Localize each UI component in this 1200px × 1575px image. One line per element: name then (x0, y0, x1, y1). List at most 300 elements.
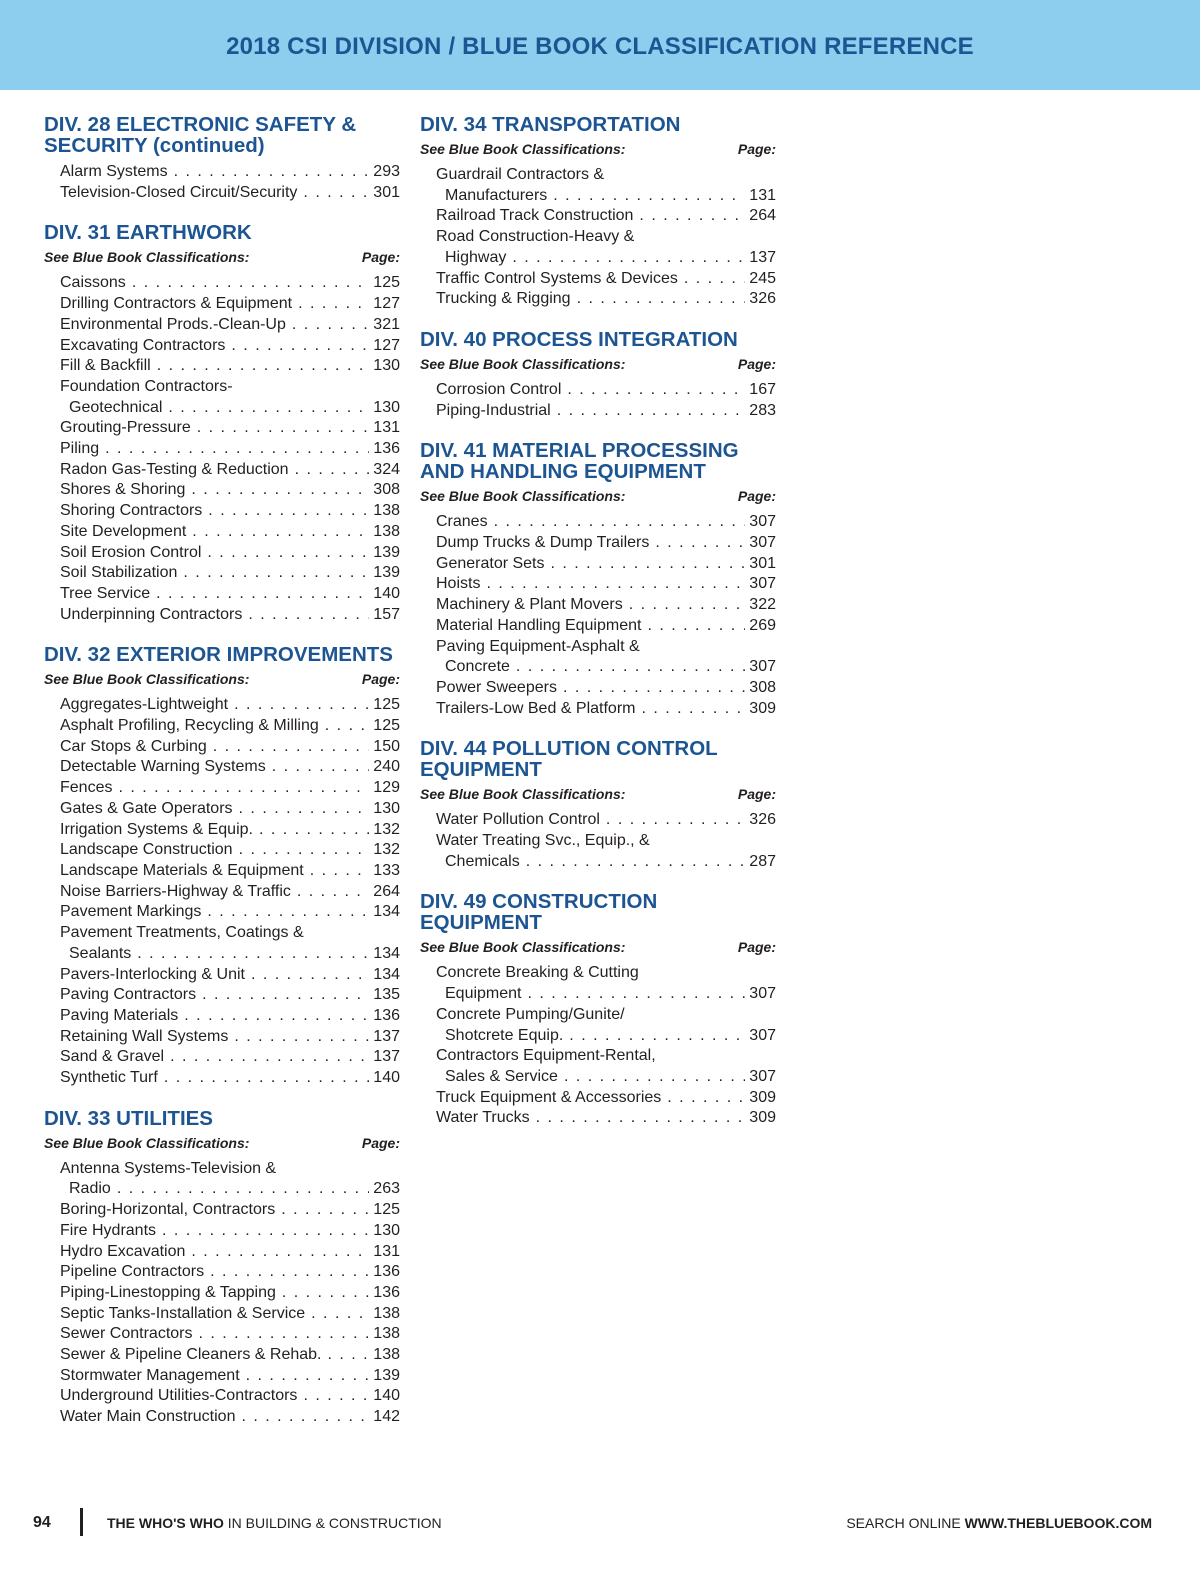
classification-line (60, 1283, 400, 1304)
page-reference: 301 (373, 183, 400, 201)
classification-line (60, 1027, 400, 1048)
division-section (420, 329, 776, 421)
classification-line (436, 269, 776, 290)
page-title: 2018 CSI DIVISION / BLUE BOOK CLASSIFICATION REFERENCE (226, 33, 974, 60)
classification-name: Material Handling Equipment (436, 616, 642, 634)
dot-leader (486, 574, 745, 595)
classification-name: Boring-Horizontal, Contractors (60, 1201, 276, 1219)
classification-line (60, 460, 400, 481)
classification-entry[interactable] (420, 963, 776, 1004)
classification-name: Hydro Excavation (60, 1242, 186, 1260)
classification-name: Concrete Breaking & Cutting (436, 964, 639, 982)
classification-line (436, 574, 776, 595)
classifications-label: See Blue Book Classifications: (420, 939, 626, 956)
classification-line (60, 985, 400, 1006)
dot-leader (655, 533, 745, 554)
classification-entry[interactable] (420, 678, 776, 699)
classification-entry[interactable] (44, 1386, 400, 1407)
classification-entry[interactable] (44, 861, 400, 882)
classification-line (436, 512, 776, 533)
page-reference: 321 (373, 315, 400, 333)
dot-leader (303, 1386, 369, 1407)
dot-leader (239, 799, 370, 820)
dot-leader (272, 757, 370, 778)
classification-entry[interactable] (44, 1006, 400, 1027)
classification-line (60, 1047, 400, 1068)
classification-entry[interactable] (420, 1005, 776, 1046)
page-reference: 167 (749, 380, 776, 398)
classification-entry[interactable] (420, 380, 776, 401)
classification-entry[interactable] (44, 1047, 400, 1068)
page-reference: 326 (749, 290, 776, 308)
page-reference: 307 (749, 985, 776, 1003)
page-reference: 269 (749, 616, 776, 634)
page-reference: 264 (749, 207, 776, 225)
classification-line (60, 1068, 400, 1089)
classification-entry[interactable] (44, 965, 400, 986)
classification-entry[interactable] (420, 1108, 776, 1129)
dot-leader (551, 554, 746, 575)
classification-entry[interactable] (420, 616, 776, 637)
classification-name: Machinery & Plant Movers (436, 596, 623, 614)
division-section (420, 738, 776, 872)
classification-entry[interactable] (44, 543, 400, 564)
dot-leader (641, 699, 745, 720)
classification-name: Contractors Equipment-Rental, (436, 1047, 656, 1065)
classification-line (436, 1067, 776, 1088)
classification-name: Tree Service (60, 584, 151, 602)
dot-leader (191, 1242, 369, 1263)
dot-leader (526, 852, 746, 873)
classification-line (436, 186, 776, 207)
classification-entry[interactable] (44, 902, 400, 923)
classification-entry[interactable] (420, 595, 776, 616)
classification-name: Concrete Pumping/Gunite/ (436, 1005, 625, 1023)
page-reference: 307 (749, 1026, 776, 1044)
dot-leader (202, 985, 369, 1006)
classification-entry[interactable] (420, 401, 776, 422)
classification-name: Sewer & Pipeline Cleaners & Rehab. (60, 1346, 322, 1364)
page-reference: 138 (373, 522, 400, 540)
page-reference: 132 (373, 820, 400, 838)
classification-name: Sand & Gravel (60, 1048, 165, 1066)
publication-name-bold: THE WHO'S WHO (107, 1515, 224, 1531)
classification-name: Piping-Industrial (436, 401, 551, 419)
dot-leader (157, 356, 370, 377)
classification-line (60, 522, 400, 543)
classification-name: Underground Utilities-Contractors (60, 1387, 298, 1405)
classification-name: Water Treating Svc., Equip., & (436, 832, 650, 850)
page-reference: 136 (373, 1263, 400, 1281)
classification-name: Paving Equipment-Asphalt & (436, 637, 640, 655)
page-reference: 139 (373, 1366, 400, 1384)
dot-leader (553, 186, 745, 207)
classification-line (60, 418, 400, 439)
classification-entry[interactable] (44, 716, 400, 737)
page-reference: 140 (373, 584, 400, 602)
page-column-label: Page: (737, 355, 776, 372)
dot-leader (197, 418, 370, 439)
classification-entry[interactable] (44, 563, 400, 584)
classification-entry[interactable] (420, 574, 776, 595)
classification-entry[interactable] (44, 356, 400, 377)
classification-name: Power Sweepers (436, 678, 557, 696)
classification-line (60, 695, 400, 716)
classification-entry[interactable] (420, 554, 776, 575)
classification-name: Irrigation Systems & Equip. (60, 820, 253, 838)
classification-entry[interactable] (420, 831, 776, 872)
classifications-label: See Blue Book Classifications: (44, 1134, 250, 1151)
dot-leader (667, 1088, 745, 1109)
page-reference: 137 (749, 248, 776, 266)
page-reference: 307 (749, 513, 776, 531)
classification-entry[interactable] (44, 377, 400, 418)
classification-line (60, 861, 400, 882)
classification-name: Piping-Linestopping & Tapping (60, 1283, 276, 1301)
classification-line (60, 1200, 400, 1221)
classification-line (60, 757, 400, 778)
division-section (44, 644, 400, 1088)
page-reference: 240 (373, 758, 400, 776)
dot-leader (207, 902, 369, 923)
classification-line (60, 965, 400, 986)
classification-entry[interactable] (44, 757, 400, 778)
classification-name: Trucking & Rigging (436, 290, 571, 308)
classification-line (60, 1324, 400, 1345)
classification-entry[interactable] (44, 1304, 400, 1325)
classification-line (436, 380, 776, 401)
classification-line (436, 1108, 776, 1129)
footer-divider (80, 1508, 83, 1536)
classification-entry[interactable] (44, 1159, 400, 1200)
classification-name: Hoists (436, 575, 481, 593)
classification-entry[interactable] (44, 1283, 400, 1304)
classifications-header (420, 141, 776, 158)
classifications-label: See Blue Book Classifications: (420, 355, 626, 372)
page-reference: 131 (373, 419, 400, 437)
dot-leader (184, 1006, 369, 1027)
classification-entry[interactable] (44, 522, 400, 543)
classification-line (436, 699, 776, 720)
dot-leader (162, 1221, 369, 1242)
classification-entry[interactable] (420, 810, 776, 831)
classification-entry[interactable] (44, 605, 400, 626)
classification-line (60, 439, 400, 460)
classification-entry[interactable] (44, 985, 400, 1006)
dot-leader (246, 1366, 370, 1387)
dot-leader (292, 315, 369, 336)
classification-name: Excavating Contractors (60, 336, 226, 354)
dot-leader (259, 820, 369, 841)
classification-line (60, 336, 400, 357)
classification-name: Pavement Markings (60, 903, 202, 921)
division-title: DIV. 28 ELECTRONIC SAFETY & SECURITY (continued) (44, 113, 357, 157)
classification-name-continued: Chemicals (445, 852, 520, 870)
classification-name: Piling (60, 440, 100, 458)
dot-leader (297, 882, 369, 903)
page-column-label: Page: (361, 1134, 400, 1151)
dot-leader (192, 522, 369, 543)
classification-line (60, 882, 400, 903)
dot-leader (327, 1345, 369, 1366)
classification-entry[interactable] (44, 1242, 400, 1263)
dot-leader (295, 460, 370, 481)
dot-leader (569, 1026, 745, 1047)
publication-name (107, 1515, 442, 1531)
classification-name: Water Main Construction (60, 1408, 236, 1426)
classification-entry[interactable] (44, 840, 400, 861)
division-title: DIV. 32 EXTERIOR IMPROVEMENTS (44, 643, 393, 667)
classification-name: Fences (60, 779, 113, 797)
dot-leader (557, 401, 746, 422)
page-column-label: Page: (737, 488, 776, 505)
classification-entry[interactable] (44, 1324, 400, 1345)
page-reference: 263 (373, 1180, 400, 1198)
classification-line (60, 944, 400, 965)
page-reference: 137 (373, 1027, 400, 1045)
classification-entry[interactable] (420, 699, 776, 720)
classification-name: Radon Gas-Testing & Reduction (60, 460, 289, 478)
classification-line (60, 1221, 400, 1242)
classification-name: Shoring Contractors (60, 502, 203, 520)
classification-entry[interactable] (420, 533, 776, 554)
classification-entry[interactable] (44, 183, 400, 204)
classifications-header (44, 249, 400, 266)
classification-entry[interactable] (44, 1262, 400, 1283)
classification-entry[interactable] (44, 1027, 400, 1048)
division-title: DIV. 49 CONSTRUCTION EQUIPMENT (420, 890, 658, 935)
classification-entry[interactable] (420, 1088, 776, 1109)
page-reference: 133 (373, 861, 400, 879)
classification-name: Paving Materials (60, 1006, 179, 1024)
page-reference: 139 (373, 543, 400, 561)
classifications-label: See Blue Book Classifications: (44, 249, 250, 266)
page-reference: 157 (373, 605, 400, 623)
dot-leader (528, 984, 746, 1005)
dot-leader (325, 716, 370, 737)
page-reference: 129 (373, 779, 400, 797)
dot-leader (310, 861, 370, 882)
classification-name: Fill & Backfill (60, 357, 151, 375)
page-reference: 287 (749, 852, 776, 870)
classification-name: Water Trucks (436, 1109, 530, 1127)
classifications-label: See Blue Book Classifications: (44, 671, 250, 688)
page-reference: 309 (749, 1088, 776, 1106)
classification-entry[interactable] (420, 165, 776, 206)
classification-entry[interactable] (420, 227, 776, 268)
classification-name: Generator Sets (436, 554, 545, 572)
classification-entry[interactable] (44, 695, 400, 716)
classification-name: Traffic Control Systems & Devices (436, 269, 678, 287)
division-title: DIV. 44 POLLUTION CONTROL EQUIPMENT (420, 737, 718, 782)
classification-entry[interactable] (420, 289, 776, 310)
classification-entry[interactable] (44, 923, 400, 964)
classification-line (60, 1262, 400, 1283)
dot-leader (213, 737, 370, 758)
dot-leader (183, 563, 369, 584)
classification-entry[interactable] (44, 1221, 400, 1242)
classification-entry[interactable] (420, 206, 776, 227)
page-reference: 307 (749, 1067, 776, 1085)
classification-name: Corrosion Control (436, 380, 562, 398)
classification-entry[interactable] (44, 162, 400, 183)
classification-entry[interactable] (44, 294, 400, 315)
classification-name: Dump Trucks & Dump Trailers (436, 534, 650, 552)
classification-line (436, 554, 776, 575)
dot-leader (281, 1200, 369, 1221)
classification-name: Underpinning Contractors (60, 605, 243, 623)
page-reference: 134 (373, 965, 400, 983)
page-reference: 134 (373, 903, 400, 921)
dot-leader (647, 616, 745, 637)
page-reference: 130 (373, 357, 400, 375)
division-section (420, 114, 776, 310)
classification-name-continued: Manufacturers (445, 186, 548, 204)
classification-name-continued: Highway (445, 248, 507, 266)
classification-line (436, 595, 776, 616)
page-number: 94 (33, 1514, 51, 1531)
classification-name: Guardrail Contractors & (436, 166, 605, 183)
classification-entry[interactable] (44, 439, 400, 460)
classification-line (436, 678, 776, 699)
dot-leader (234, 1027, 369, 1048)
classification-entry[interactable] (44, 882, 400, 903)
classification-line (60, 356, 400, 377)
classification-name: Car Stops & Curbing (60, 737, 207, 755)
page-reference: 139 (373, 564, 400, 582)
classification-name: Road Construction-Heavy & (436, 228, 635, 246)
page-reference: 130 (373, 398, 400, 416)
classification-entry[interactable] (44, 1200, 400, 1221)
classification-entry[interactable] (44, 460, 400, 481)
classification-name: Detectable Warning Systems (60, 758, 266, 776)
dot-leader (251, 965, 369, 986)
dot-leader (512, 248, 745, 269)
division-section (44, 222, 400, 625)
right-column (420, 114, 776, 1148)
division-title: DIV. 31 EARTHWORK (44, 221, 252, 245)
classification-line (60, 1304, 400, 1325)
classification-entry[interactable] (44, 799, 400, 820)
classification-entry[interactable] (44, 737, 400, 758)
classification-name: Synthetic Turf (60, 1069, 158, 1087)
division-section (420, 440, 776, 719)
dot-leader (684, 269, 745, 290)
classifications-header (420, 786, 776, 803)
classification-name: Landscape Construction (60, 841, 233, 859)
left-column (44, 114, 400, 1447)
classification-entry[interactable] (44, 273, 400, 294)
classification-line (60, 1407, 400, 1428)
page-reference: 127 (373, 295, 400, 313)
classification-line (436, 616, 776, 637)
classification-line (436, 984, 776, 1005)
website-link[interactable]: WWW.THEBLUEBOOK.COM (964, 1515, 1152, 1531)
classification-entry[interactable] (44, 418, 400, 439)
classification-name: Aggregates-Lightweight (60, 696, 229, 714)
division-title: DIV. 34 TRANSPORTATION (420, 113, 681, 136)
classification-name-continued: Sales & Service (445, 1067, 558, 1085)
dot-leader (303, 183, 369, 204)
page-reference: 307 (749, 575, 776, 593)
dot-leader (536, 1108, 746, 1129)
page-reference: 324 (373, 460, 400, 478)
classification-line (436, 401, 776, 422)
dot-leader (239, 840, 370, 861)
page-column-label: Page: (737, 141, 776, 157)
classification-entry[interactable] (44, 315, 400, 336)
classification-line (60, 799, 400, 820)
classification-entry[interactable] (420, 512, 776, 533)
classification-name: Asphalt Profiling, Recycling & Milling (60, 717, 319, 735)
classification-name: Retaining Wall Systems (60, 1027, 229, 1045)
classification-line (60, 480, 400, 501)
classification-entry[interactable] (420, 1046, 776, 1087)
classification-entry[interactable] (44, 778, 400, 799)
classification-entry[interactable] (44, 336, 400, 357)
classification-entry[interactable] (44, 820, 400, 841)
classifications-header (44, 671, 400, 688)
classification-entry[interactable] (420, 269, 776, 290)
classification-name: Caissons (60, 274, 126, 292)
page-reference: 309 (749, 1109, 776, 1127)
page-column-label: Page: (737, 939, 776, 956)
classification-name: Foundation Contractors- (60, 377, 233, 395)
dot-leader (311, 1304, 369, 1325)
classification-name: Pavers-Interlocking & Unit (60, 965, 245, 983)
classification-line (436, 1026, 776, 1047)
classification-entry[interactable] (44, 1407, 400, 1428)
dot-leader (170, 1047, 369, 1068)
dot-leader (516, 657, 745, 678)
page-reference: 138 (373, 1304, 400, 1322)
classification-name-continued: Concrete (445, 658, 510, 676)
page-reference: 125 (373, 274, 400, 292)
classification-name: Cranes (436, 513, 488, 531)
page-reference: 308 (373, 481, 400, 499)
classification-entry[interactable] (44, 501, 400, 522)
classification-line (60, 294, 400, 315)
classification-line (60, 501, 400, 522)
classifications-label: See Blue Book Classifications: (420, 786, 626, 803)
classification-entry[interactable] (44, 1345, 400, 1366)
classification-entry[interactable] (44, 1366, 400, 1387)
dot-leader (234, 695, 369, 716)
classification-name: Septic Tanks-Installation & Service (60, 1304, 306, 1322)
classification-name: Alarm Systems (60, 163, 168, 180)
classification-line (60, 1179, 400, 1200)
page-reference: 301 (749, 554, 776, 572)
classification-line (436, 852, 776, 873)
classification-name: Television-Closed Circuit/Security (60, 183, 298, 201)
classification-name: Grouting-Pressure (60, 419, 191, 437)
classification-entry[interactable] (44, 480, 400, 501)
classification-name-continued: Sealants (69, 944, 132, 962)
page-reference: 130 (373, 799, 400, 817)
classification-entry[interactable] (44, 1068, 400, 1089)
dot-leader (231, 336, 369, 357)
page-reference: 138 (373, 502, 400, 520)
classification-line (436, 289, 776, 310)
page-reference: 127 (373, 336, 400, 354)
classification-entry[interactable] (44, 584, 400, 605)
classification-line (60, 778, 400, 799)
page-reference: 326 (749, 811, 776, 829)
classification-line (60, 315, 400, 336)
classification-line (60, 162, 400, 183)
classification-name: Environmental Prods.-Clean-Up (60, 315, 286, 333)
classification-entry[interactable] (420, 637, 776, 678)
